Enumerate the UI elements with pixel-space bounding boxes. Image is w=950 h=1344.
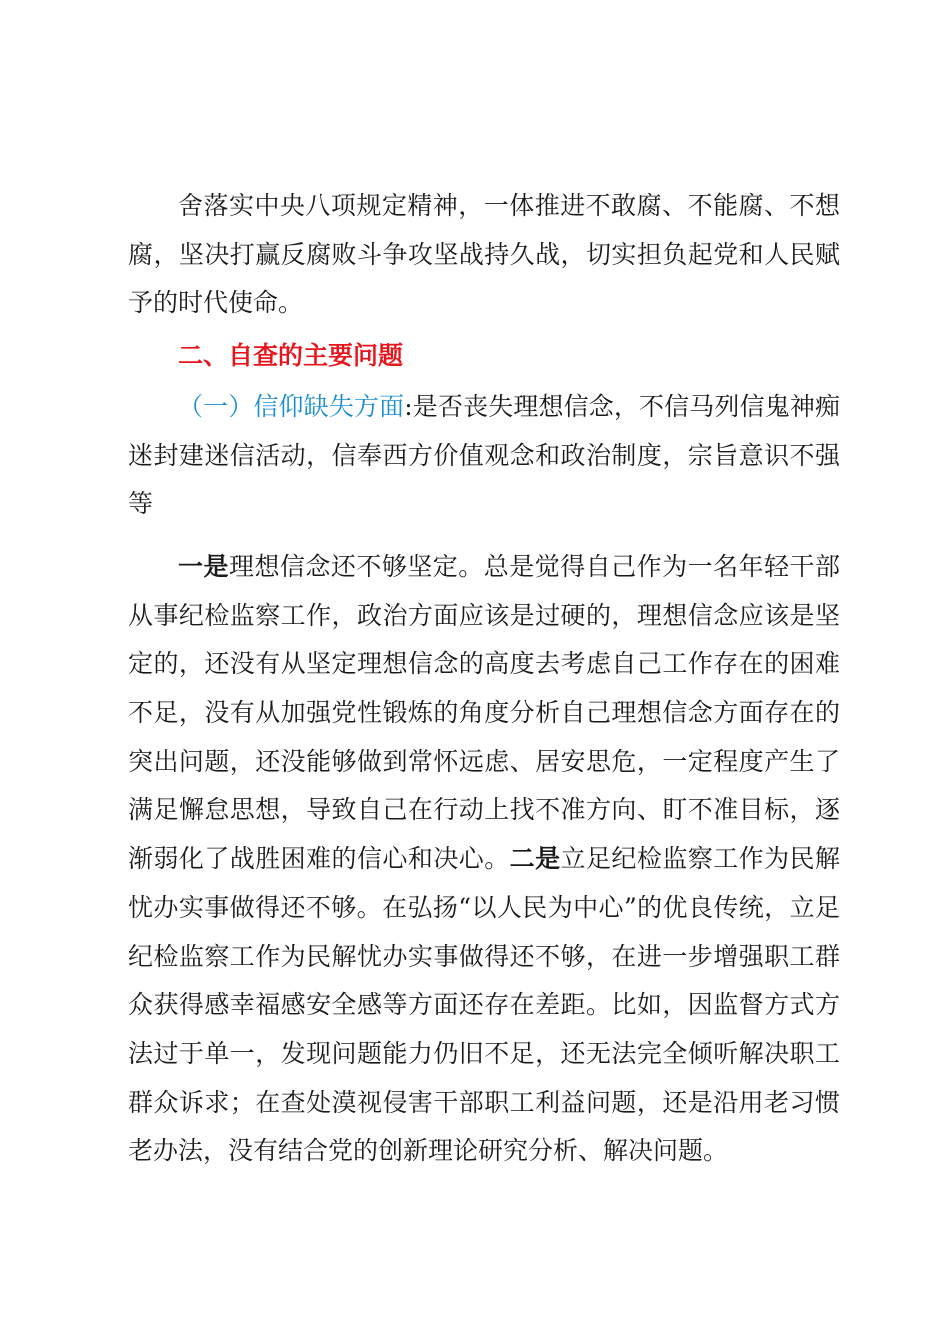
subsection-text: :是否丧失理想信念，不信马列信鬼神痴迷封建迷信活动，信奉西方价值观念和政治制度，宗旨意识不强等 xyxy=(128,391,840,519)
point-two-text: 立足纪检监察工作为民解忧办实事做得还不够。在弘扬“以人民为中心”的优良传统，立足纪检监察工作为民解忧办实事做得还不够，在进一步增强职工群众获得感幸福感安全感等方面还存在差距。比如，因监督方式方法过于单一，发现问题能力仍旧不足，还无法完全倾听解决职工群众诉求；在查处漠视侵害干部职工利益问题，还是沿用老习惯老办法，没有结合党的创新理论研究分析、解决问题。 xyxy=(128,844,840,1166)
section-heading: 二、自查的主要问题 xyxy=(178,341,404,371)
lead-point-one: 一是 xyxy=(178,551,229,581)
body-paragraph xyxy=(128,543,840,1176)
subsection-paragraph xyxy=(128,383,840,529)
subsection-label: （一）信仰缺失方面 xyxy=(178,391,405,421)
document-body xyxy=(128,182,840,1176)
intro-paragraph: 舍落实中央八项规定精神，一体推进不敢腐、不能腐、不想腐，坚决打赢反腐败斗争攻坚战持久战，切实担负起党和人民赋予的时代使命。 xyxy=(128,191,840,318)
lead-point-two: 二是 xyxy=(509,844,561,874)
point-one-text: 理想信念还不够坚定。总是觉得自己作为一名年轻干部从事纪检监察工作，政治方面应该是过硬的，理想信念应该是坚定的，还没有从坚定理想信念的高度去考虑自己工作存在的困难不足，没有从加强党性锻炼的角度分析自己理想信念方面存在的突出问题，还没能够做到常怀远虑、居安思危，一定程度产生了满足懈怠思想，导致自己在行动上找不准方向、盯不准目标，逐渐弱化了战胜困难的信心和决心。 xyxy=(128,551,840,874)
